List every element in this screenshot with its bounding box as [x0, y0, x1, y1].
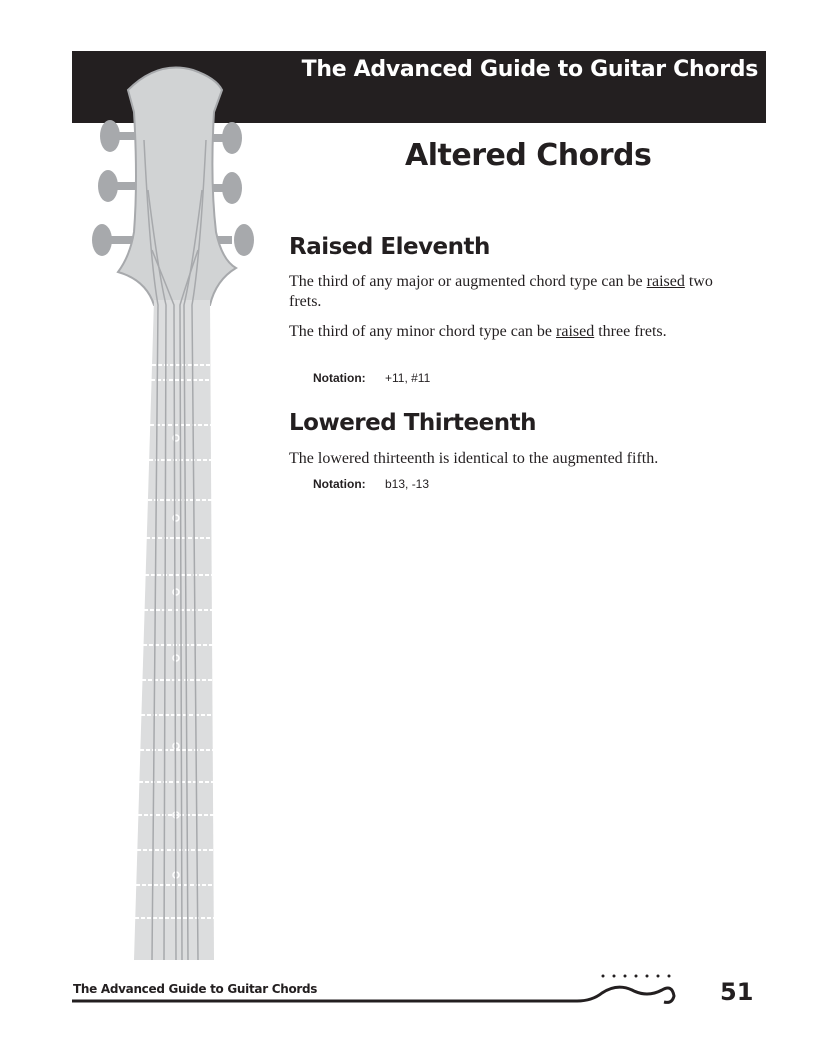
guitar-neck-illustration — [88, 60, 258, 960]
page-number: 51 — [720, 978, 754, 1006]
notation-label: Notation: — [313, 477, 366, 491]
paragraph-text: The third of any major or augmented chord type can be — [289, 273, 647, 290]
notation-value: b13, -13 — [385, 477, 430, 491]
paragraph-text: two frets. — [289, 273, 713, 310]
footer-title: The Advanced Guide to Guitar Chords — [73, 982, 318, 996]
notation-lowered-thirteenth — [313, 477, 429, 491]
paragraph-text: The third of any minor chord type can be — [289, 323, 557, 340]
notation-raised-eleventh — [313, 371, 430, 385]
paragraph-lowered-thirteenth: The lowered thirteenth is identical to the augmented fifth. — [289, 450, 659, 467]
header-title: The Advanced Guide to Guitar Chords — [301, 57, 758, 82]
underlined-term: raised — [556, 323, 595, 340]
section-heading-lowered-thirteenth: Lowered Thirteenth — [289, 410, 536, 436]
section-heading-raised-eleventh: Raised Eleventh — [289, 234, 490, 260]
notation-label: Notation: — [313, 371, 366, 385]
paragraph-minor — [289, 322, 739, 342]
paragraph-text: three frets. — [594, 323, 667, 340]
underlined-term: raised — [646, 273, 685, 290]
page-title: Altered Chords — [405, 138, 652, 173]
notation-value: +11, #11 — [385, 371, 431, 385]
paragraph-major-augmented — [289, 272, 739, 312]
